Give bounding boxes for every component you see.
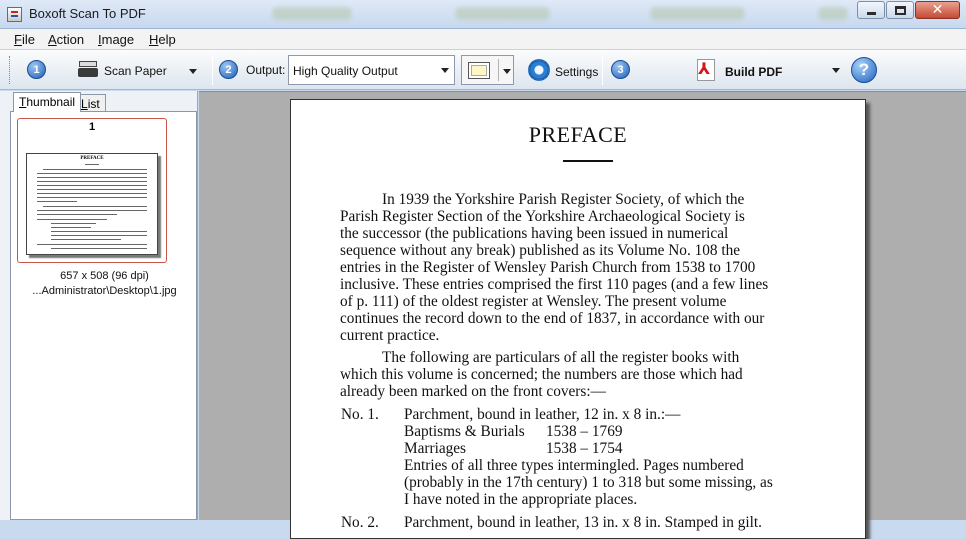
- step-3-badge: 3: [611, 60, 630, 79]
- blurred-taskbar-tab: [818, 7, 848, 20]
- document-line: current practice.: [340, 327, 440, 344]
- entry-sub-label: Baptisms & Burials: [404, 423, 525, 440]
- minimize-button[interactable]: [857, 1, 885, 19]
- tab-thumbnail-label: humbnail: [26, 95, 76, 109]
- menu-file[interactable]: [14, 32, 35, 47]
- document-line: the successor (the publications having been issued in numerical: [340, 225, 729, 242]
- toolbar-grip[interactable]: [9, 56, 12, 84]
- build-pdf-label: Build PDF: [725, 65, 783, 79]
- page-viewer[interactable]: [199, 91, 966, 531]
- page-size-icon: [468, 62, 490, 79]
- maximize-icon: [895, 6, 906, 15]
- document-line: Parish Register Section of the Yorkshire Archaeological Society is: [340, 208, 745, 225]
- menu-action-mnemonic: A: [48, 32, 57, 47]
- document-page: [290, 99, 866, 539]
- entry-number: No. 1.: [341, 406, 379, 423]
- menu-help-label: elp: [158, 32, 176, 47]
- menu-help-mnemonic: H: [149, 32, 159, 47]
- document-line: inclusive. These entries comprised the first 110 pages (and a few lines: [340, 276, 769, 293]
- document-line: Entries of all three types intermingled. Pages numbered: [404, 457, 744, 474]
- document-line: which this volume is concerned; the numbers are those which had: [340, 366, 743, 383]
- document-line: already been marked on the front covers:—: [340, 383, 606, 400]
- scanner-icon: [78, 60, 98, 78]
- title-rule: [563, 160, 613, 162]
- document-line: of p. 111) of the oldest register at Wensley. The present volume: [340, 293, 727, 310]
- document-line: Parchment, bound in leather, 13 in. x 8 in. Stamped in gilt.: [404, 514, 762, 531]
- entry-sub-value: 1538 – 1754: [546, 440, 623, 457]
- tab-list-label: ist: [87, 97, 100, 111]
- combo-divider: [498, 59, 499, 81]
- maximize-button[interactable]: [886, 1, 914, 19]
- thumbnail-preview-title: PREFACE: [80, 156, 104, 161]
- menu-bar: [0, 29, 966, 50]
- scan-paper-label: Scan Paper: [104, 64, 167, 78]
- menu-action[interactable]: [48, 32, 84, 47]
- thumbnail-size: 657 x 508 (96 dpi): [60, 270, 149, 282]
- document-line: I have noted in the appropriate places.: [404, 491, 638, 508]
- toolbar-separator: [212, 55, 213, 85]
- output-label: Output:: [246, 63, 286, 77]
- settings-label: Settings: [555, 65, 599, 79]
- document-line: In 1939 the Yorkshire Parish Register Society, of which the: [382, 191, 745, 208]
- entry-sub-label: Marriages: [404, 440, 467, 457]
- minimize-icon: [867, 12, 876, 15]
- menu-action-label: ction: [56, 32, 85, 47]
- document-line: continues the record down to the end of 1837, in accordance with our: [340, 310, 765, 327]
- entry-number: No. 2.: [341, 514, 379, 531]
- blurred-taskbar-tab: [650, 7, 745, 20]
- output-select-value: High Quality Output: [293, 64, 398, 78]
- step-1-badge: 1: [27, 60, 46, 79]
- pdf-icon: ⅄: [697, 59, 715, 81]
- help-icon[interactable]: ?: [851, 57, 877, 83]
- document-line: entries in the Register of Wensley Parish Church from 1538 to 1700: [340, 259, 756, 276]
- tab-thumbnail[interactable]: [13, 92, 81, 112]
- menu-file-mnemonic: F: [14, 32, 22, 47]
- title-bar: [0, 0, 966, 29]
- page-size-select[interactable]: [461, 55, 514, 85]
- thumbnail-item[interactable]: [17, 118, 167, 263]
- chevron-down-icon: [189, 69, 197, 74]
- document-line: sequence without any break) published as its Volume No. 108 the: [340, 242, 741, 259]
- menu-file-label: ile: [21, 32, 35, 47]
- blurred-taskbar-tab: [272, 7, 352, 20]
- window-title: Boxoft Scan To PDF: [29, 6, 146, 21]
- chevron-down-icon: [503, 69, 511, 74]
- tab-thumbnail-mnemonic: T: [19, 95, 27, 109]
- close-button[interactable]: [915, 1, 960, 19]
- app-icon: [7, 7, 22, 22]
- chevron-down-icon: [832, 68, 840, 73]
- tab-list-mnemonic: L: [81, 97, 88, 111]
- thumbnail-path: ...Administrator\Desktop\1.jpg: [32, 285, 177, 297]
- chevron-down-icon: [441, 68, 449, 73]
- gear-icon: [528, 59, 550, 81]
- thumbnail-preview: [26, 153, 158, 255]
- scan-paper-button[interactable]: [74, 55, 204, 85]
- entry-sub-value: 1538 – 1769: [546, 423, 623, 440]
- close-icon: ✕: [931, 1, 944, 17]
- toolbar-separator: [602, 55, 603, 85]
- blurred-taskbar-tab: [455, 7, 550, 20]
- menu-help[interactable]: [149, 32, 176, 47]
- document-line: The following are particulars of all the register books with: [382, 349, 740, 366]
- step-2-badge: 2: [219, 60, 238, 79]
- menu-image[interactable]: [98, 32, 134, 47]
- output-select[interactable]: [288, 55, 455, 85]
- thumbnail-panel: [0, 91, 198, 520]
- thumbnail-list[interactable]: [10, 111, 197, 520]
- menu-image-label: mage: [101, 32, 135, 47]
- menu-image-mnemonic: I: [98, 32, 102, 47]
- document-line: Parchment, bound in leather, 12 in. x 8 in.:—: [404, 406, 681, 423]
- window-controls: [856, 1, 960, 19]
- thumbnail-number: 1: [88, 121, 96, 133]
- document-title: PREFACE: [528, 122, 628, 147]
- document-line: (probably in the 17th century) 1 to 318 but some missing, as: [404, 474, 773, 491]
